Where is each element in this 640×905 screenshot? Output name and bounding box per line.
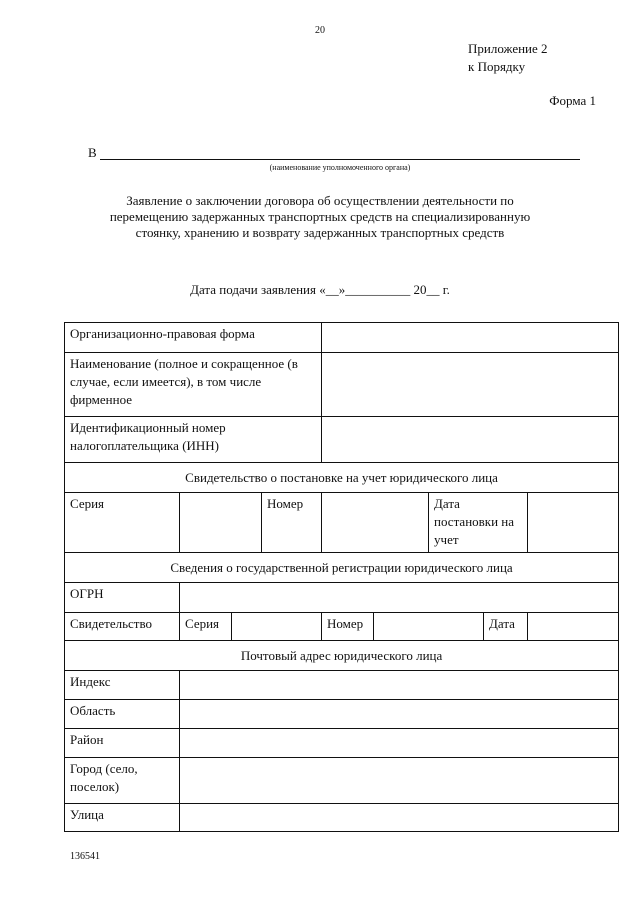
ogrn-label: ОГРН <box>65 583 180 613</box>
addressee-caption: (наименование уполномоченного органа) <box>269 163 411 172</box>
inn-label: Идентификационный номер налогоплательщика (ИНН) <box>65 417 322 463</box>
city-value[interactable] <box>180 758 619 804</box>
table-row <box>65 463 619 493</box>
name-label: Наименование (полное и сокращенное (в случае, если имеется), в том числе фирменное <box>65 353 322 417</box>
tax-cert-series-label: Серия <box>65 493 180 553</box>
table-row <box>65 729 619 758</box>
table-row <box>65 671 619 700</box>
appendix-line-1: Приложение 2 <box>468 41 548 56</box>
tax-cert-date-value[interactable] <box>528 493 619 553</box>
district-value[interactable] <box>180 729 619 758</box>
form-label: Форма 1 <box>549 93 596 108</box>
tax-cert-series-value[interactable] <box>180 493 262 553</box>
index-label: Индекс <box>65 671 180 700</box>
street-label: Улица <box>65 804 180 832</box>
certificate-series-label: Серия <box>180 613 232 641</box>
table-row <box>65 323 619 353</box>
ogrn-value[interactable] <box>180 583 619 613</box>
inn-value[interactable] <box>322 417 619 463</box>
appendix-reference <box>468 40 548 76</box>
certificate-number-value[interactable] <box>374 613 484 641</box>
postal-header: Почтовый адрес юридического лица <box>65 641 619 671</box>
footer-code: 136541 <box>70 851 100 862</box>
table-row <box>65 641 619 671</box>
certificate-date-value[interactable] <box>528 613 619 641</box>
page-number: 20 <box>315 25 325 36</box>
tax-cert-header: Свидетельство о постановке на учет юридического лица <box>65 463 619 493</box>
application-form-table <box>64 322 619 832</box>
submission-date: Дата подачи заявления «__»__________ 20__ г. <box>190 282 450 297</box>
state-reg-header: Сведения о государственной регистрации юридического лица <box>65 553 619 583</box>
district-label: Район <box>65 729 180 758</box>
table-row <box>65 583 619 613</box>
table-row <box>65 493 619 553</box>
city-label: Город (село, поселок) <box>65 758 180 804</box>
table-row <box>65 758 619 804</box>
org-legal-form-label: Организационно-правовая форма <box>65 323 322 353</box>
table-row <box>65 804 619 832</box>
table-row <box>65 613 619 641</box>
table-row <box>65 700 619 729</box>
region-value[interactable] <box>180 700 619 729</box>
table-row <box>65 553 619 583</box>
addressee-field-line <box>100 159 580 160</box>
addressee-prefix: В <box>88 145 97 160</box>
region-label: Область <box>65 700 180 729</box>
tax-cert-date-label: Дата постановки на учет <box>429 493 528 553</box>
index-value[interactable] <box>180 671 619 700</box>
name-value[interactable] <box>322 353 619 417</box>
certificate-label: Свидетельство <box>65 613 180 641</box>
tax-cert-number-value[interactable] <box>322 493 429 553</box>
table-row <box>65 417 619 463</box>
table-row <box>65 353 619 417</box>
certificate-date-label: Дата <box>484 613 528 641</box>
certificate-series-value[interactable] <box>232 613 322 641</box>
appendix-line-2: к Порядку <box>468 59 526 74</box>
org-legal-form-value[interactable] <box>322 323 619 353</box>
certificate-number-label: Номер <box>322 613 374 641</box>
tax-cert-number-label: Номер <box>262 493 322 553</box>
document-title: Заявление о заключении договора об осуществлении деятельности по перемещению задержанных транспортных средств на специализированную стоянку, хранению и возврату задержанных транспортных средств <box>109 193 531 240</box>
street-value[interactable] <box>180 804 619 832</box>
